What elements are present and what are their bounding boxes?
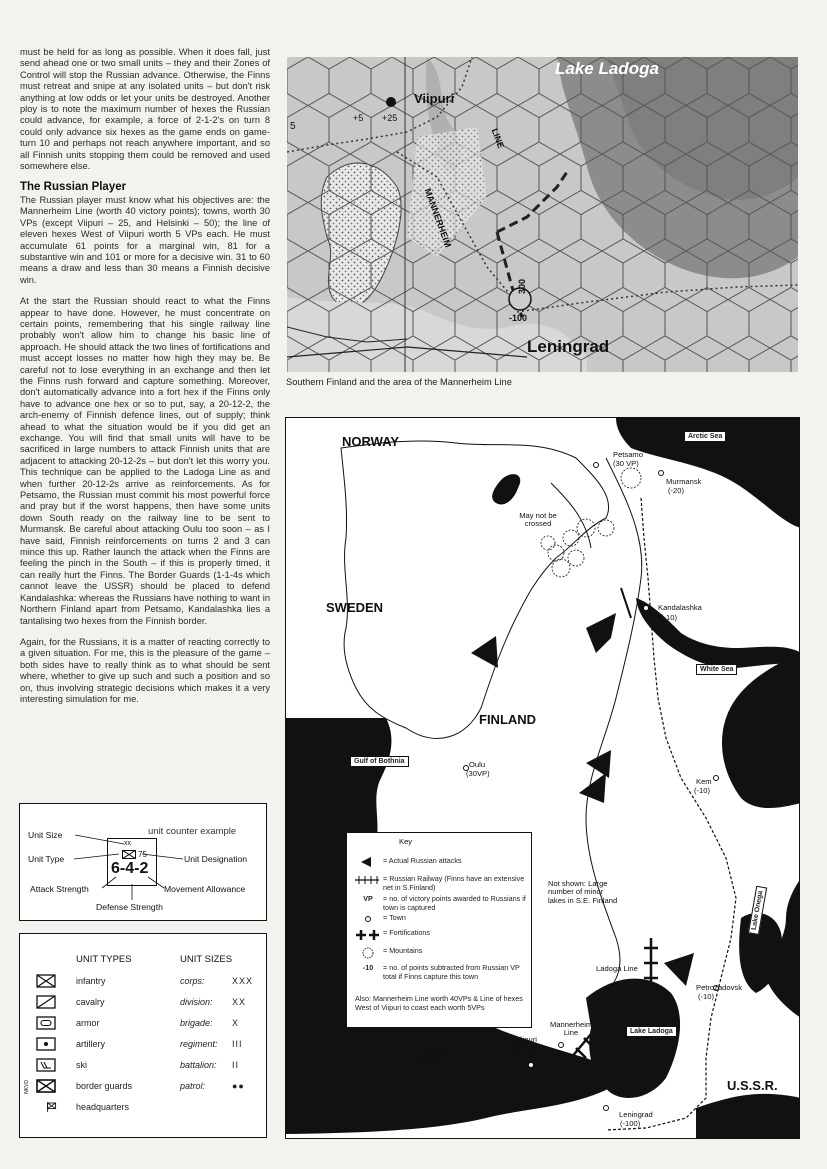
key-minus10-text: = no. of points subtracted from Russian VP total if Finns capture this town [383,963,520,981]
attack-arrow-icon [353,857,383,867]
oulu-vp: (30VP) [466,769,490,778]
unit-type-name: armor [76,1018,100,1028]
vp-symbol: VP [363,894,373,903]
counter-designation: 75 [138,850,147,859]
murmansk-vp: (-20) [668,486,685,495]
plus25-label: +25 [382,113,398,123]
petrozadovsk-label: Petrozadovsk [696,983,743,992]
unit-type-name: border guards [76,1081,133,1091]
defense-strength-label: Defense Strength [96,902,163,912]
unit-row [20,1058,268,1076]
unit-size-name: division: [180,997,213,1007]
murmansk-label: Murmansk [666,477,702,486]
oulu-label: Oulu [469,760,486,769]
unit-row [20,1037,268,1055]
top-map-caption: Southern Finland and the area of the Mannerheim Line [286,377,512,387]
unit-size-name: battalion: [180,1060,217,1070]
key-railway-text: = Russian Railway (Finns have an extensive net in S.Finland) [383,874,525,892]
mannerheim-area-map [287,57,798,372]
key-attacks-text: = Actual Russian attacks [383,856,462,865]
kandalashka-label: Kandalashka [658,603,702,612]
unit-type-name: ski [76,1060,87,1070]
unit-type-name: artillery [76,1039,106,1049]
arctic-sea-label: Arctic Sea [684,431,726,442]
unit-size-symbol: ●● [232,1081,245,1091]
paragraph-conclusion: Again, for the Russians, it is a matter of reacting correctly to a given situation. For me, this is the pleasure of the game – both sides have to really think as to what should be sent where, whether to give up such and such a position and so on, thus involving strategic decisions which makes it a very interesting simulation for me. [20,636,270,704]
unit-size-symbol: X [232,1018,240,1028]
kandalashka-vp: (-10) [661,613,678,622]
unit-designation-label: Unit Designation [184,854,248,864]
white-sea-label: White Sea [696,664,737,675]
headquarters-icon [46,1100,62,1114]
may-not-be-crossed-label: May not be crossed [519,511,557,529]
unit-row [20,974,268,992]
unit-row [20,1079,268,1097]
petrozadovsk-vp: (-10) [698,992,715,1001]
section-heading: The Russian Player [20,181,127,194]
border-guards-icon [36,1079,56,1093]
petsamo-label: Petsamo [613,450,643,459]
lake-onega-label: Lake Onega [748,886,767,935]
unit-type-label: Unit Type [28,854,65,864]
unit-type-name: cavalry [76,997,105,1007]
movement-allowance-label: Movement Allowance [164,884,246,894]
railway-icon [353,875,383,885]
armor-icon [36,1016,56,1030]
mountains-icon [353,947,383,959]
unit-row [20,1100,268,1118]
key-mountains-text: = Mountains [383,946,423,955]
unit-size-name: regiment: [180,1039,218,1049]
counter-size: xx [124,840,131,847]
unit-size-symbol: III [232,1039,243,1049]
unit-row [20,1016,268,1034]
intro-paragraph: must be held for as long as possible. When it does fall, just send ahead one or two small units – they and their Zones of Control will stop the Russian advance. Otherwise, the Finns must retreat and snipe at any isolated units – but don't risk anything at low odds or let your units be destroyed. Another ploy is to note the maximum number of hexes the Russian could advance, for example, a force of 2-1-2's on turn 8 could only advance six hexes as the game ends on game-turn 10 and perhaps not reach anywhere important, and so all Finnish units stopping them could be removed and used somewhere else. [20,47,270,172]
minus10-symbol: -10 [362,963,374,972]
fortification-icon [353,929,383,941]
key-vp-text: = no. of victory points awarded to Russians if town is captured [383,894,526,912]
counter-values: 6-4-2 [111,860,149,877]
unit-size-symbol: XX [232,997,247,1007]
gulf-of-bothnia-label: Gulf of Bothnia [350,756,409,767]
artillery-icon [36,1037,56,1051]
nkvd-label: NKVD [24,1080,30,1094]
line-label: LINE [489,127,507,150]
unit-size-symbol: XXX [232,976,254,986]
key-fortifications-text: = Fortifications [383,928,430,937]
unit-types-table [19,933,267,1138]
ski-icon [36,1058,56,1072]
minus100-label: -100 [509,313,528,323]
viipuri-label: Viipuri [414,91,455,106]
article-column [20,47,270,715]
sweden-label: SWEDEN [326,600,384,615]
ladoga-line-label: Ladoga Line [596,964,638,973]
counter-leader-lines [20,804,268,922]
key-town-text: = Town [383,913,406,922]
plus5-label: +5 [353,113,364,123]
lake-ladoga-label: Lake Ladoga [626,1026,677,1037]
not-shown-note: Not shown: Large number of minor lakes in S.E. Finland [548,879,618,905]
unit-size-name: patrol: [180,1081,206,1091]
infantry-icon [36,974,56,988]
norway-label: NORWAY [342,434,400,449]
unit-size-name: brigade: [180,1018,213,1028]
lake-ladoga-label: Lake Ladoga [555,59,659,78]
edge5-label: 5 [290,121,296,132]
paragraph-objectives: The Russian player must know what his objectives are: the Mannerheim Line (worth 40 victory points); towns, worth 30 VPs (except Viipuri – 25, and Helsinki – 50); the line of eleven hexes West of Viipuri worth 5 VPs each. He must accumulate 61 points for a marginal win, 81 for a substantive win and 101 or more for a decisive win. 31 to 60 means a draw and less than 30 means a Finnish decisive win. [20,194,270,285]
town-icon [353,914,383,924]
kem-vp: (-10) [694,786,711,795]
unit-size-name: corps: [180,976,205,986]
mannerheim-map-graphic [287,57,798,372]
leningrad-label: Leningrad [527,337,610,356]
viipuri-label: Viipuri [516,1035,537,1044]
key-title: Key [399,837,413,846]
finland-label: FINLAND [479,712,537,727]
key-also-text: Also: Mannerheim Line worth 40VPs & Line of hexes West of Viipuri to coast each worth 5VPs [355,994,523,1012]
mannerheim-label: MANNERHEIM [422,187,454,249]
leningrad-vp: (-100) [620,1119,641,1128]
helsinki-label: Helsinki [421,1045,448,1054]
viipuri-vp: (25 VP) [514,1044,540,1053]
unit-counter-example [19,803,267,921]
mannerheim-line-label: Mannerheim Line [550,1020,593,1038]
attack-strength-label: Attack Strength [30,884,89,894]
map-key [346,832,532,1028]
finland-campaign-map [285,417,800,1139]
paragraph-strategy: At the start the Russian should react to what the Finns appear to have done. However, he must concentrate on certain points, remembering that his single railway line probably won't allow him to change his basic line of approach. He should attack the two lines of fortifications and must accept losses no matter how high they may be. Be careful not to lose everything in an exchange and then let the Finns rush forward and capture something. Moreover, don't automatically advance into a fort hex if the Finns only have to advance one hex or so to put, say, a 20-12-2, the arch-enemy of Finnish defence lines, out of supply; think ahead to what the situation would be if you did get an exchange. You will find that small units will have to be sacrificed in large numbers to attack Finnish units that are adjacent to attacking 20-12-2s – but don't let this worry you. This technique can be applied to the Ladoga Line as and when further 20-12-2s arrive as reinforcements. As for Petsamo, the Russian must commit his most powerful force and pray but if the worst happens, then have some units down South ready on the railway line to be sent to Murmansk. Be careful about attacking Oulu too soon – as I have said, Finnish reinforcements on turns 2 and 3 can mince this up. Rather launch the attack when the Finns are feeling the pinch in the South – if this is properly timed, it can really hurt the Finns. The Border Guards (1-1-4s which cannot leave the USSR) should be placed to defend Kandalashka: whereas the Russians have nothing to want in Northern Finland apart from Petsamo, Kandalashka lies a tantalising two hexes from the Finnish border. [20,296,270,626]
kem-label: Kem [696,777,712,786]
ussr-label: U.S.S.R. [727,1078,778,1093]
leningrad-label: Leningrad [619,1110,653,1119]
unit-types-header: UNIT TYPES [76,954,132,965]
unit-type-name: infantry [76,976,106,986]
unit-row [20,995,268,1013]
counter-example-title: unit counter example [148,826,237,837]
unit-size-symbol: II [232,1060,240,1070]
cavalry-icon [36,995,56,1009]
petsamo-vp: (30 VP) [613,459,639,468]
circle300-label: 300 [517,278,527,294]
key-row-also [355,995,525,1012]
unit-type-name: headquarters [76,1102,130,1112]
unit-size-label: Unit Size [28,830,63,840]
unit-sizes-header: UNIT SIZES [180,954,233,965]
helsinki-vp: (50VP) [419,1054,443,1063]
